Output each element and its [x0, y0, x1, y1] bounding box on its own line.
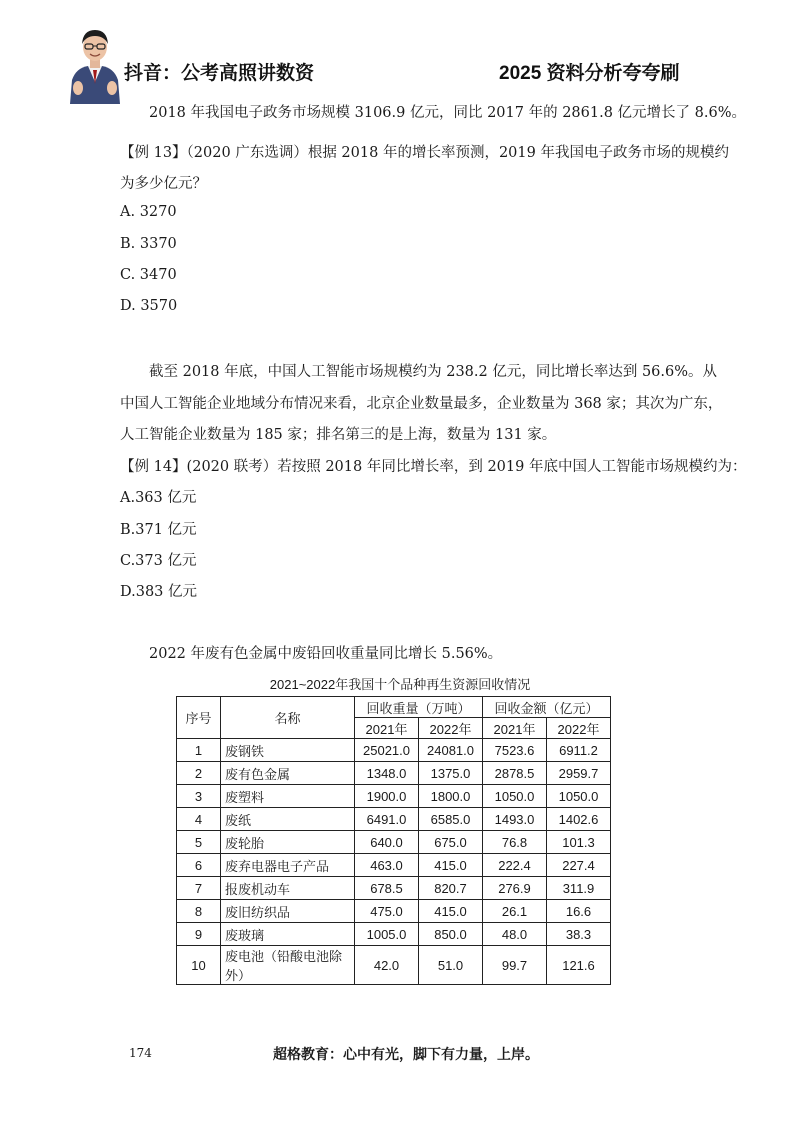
- header-weight-2021: 2021年: [355, 718, 419, 739]
- table-row: [177, 808, 611, 831]
- row-number: 6: [177, 854, 221, 877]
- q14-option-a: A.363 亿元: [120, 490, 197, 506]
- header-name: 名称: [221, 697, 355, 739]
- row-amount-2022: 1050.0: [547, 785, 611, 808]
- passage-ai-line3: 人工智能企业数量为 185 家；排名第三的是上海，数量为 131 家。: [120, 427, 557, 443]
- table-row: [177, 785, 611, 808]
- row-name: 废轮胎: [221, 831, 355, 854]
- question-13-line1: 【例 13】（2020 广东选调）根据 2018 年的增长率预测，2019 年我国电子政务市场的规模约: [120, 145, 729, 161]
- table-row: [177, 900, 611, 923]
- row-weight-2021: 6491.0: [355, 808, 419, 831]
- table-row: [177, 762, 611, 785]
- row-number: 8: [177, 900, 221, 923]
- question-13-line2: 为多少亿元？: [120, 176, 207, 192]
- question-14: 【例 14】(2020 联考）若按照 2018 年同比增长率，到 2019 年底中国人工智能市场规模约为：: [120, 459, 747, 475]
- row-number: 3: [177, 785, 221, 808]
- row-name: 废弃电器电子产品: [221, 854, 355, 877]
- row-weight-2021: 42.0: [355, 946, 419, 985]
- row-number: 9: [177, 923, 221, 946]
- q14-option-c: C.373 亿元: [120, 553, 197, 569]
- row-number: 2: [177, 762, 221, 785]
- row-number: 1: [177, 739, 221, 762]
- q13-option-a: A. 3270: [120, 204, 177, 220]
- table-title: 2021~2022年我国十个品种再生资源回收情况: [269, 677, 531, 692]
- header-weight: 回收重量（万吨）: [355, 697, 483, 718]
- row-number: 5: [177, 831, 221, 854]
- row-weight-2022: 850.0: [419, 923, 483, 946]
- row-weight-2022: 51.0: [419, 946, 483, 985]
- row-amount-2022: 311.9: [547, 877, 611, 900]
- row-amount-2021: 222.4: [483, 854, 547, 877]
- row-name: 报废机动车: [221, 877, 355, 900]
- row-amount-2021: 76.8: [483, 831, 547, 854]
- header-right-title: 2025 资料分析夸夸刷: [499, 63, 680, 84]
- footer-slogan: 超格教育：心中有光，脚下有力量，上岸。: [273, 1046, 539, 1062]
- table-row: [177, 877, 611, 900]
- row-weight-2021: 640.0: [355, 831, 419, 854]
- table-row: [177, 923, 611, 946]
- row-weight-2021: 1900.0: [355, 785, 419, 808]
- q13-option-c: C. 3470: [120, 267, 177, 283]
- header-weight-2022: 2022年: [419, 718, 483, 739]
- header-amount: 回收金额（亿元）: [483, 697, 611, 718]
- row-amount-2021: 48.0: [483, 923, 547, 946]
- row-amount-2022: 16.6: [547, 900, 611, 923]
- table-row: [177, 946, 611, 985]
- presenter-avatar: [66, 22, 124, 104]
- header-amount-2022: 2022年: [547, 718, 611, 739]
- row-weight-2021: 678.5: [355, 877, 419, 900]
- row-weight-2021: 475.0: [355, 900, 419, 923]
- passage-ecommerce: 2018 年我国电子政务市场规模 3106.9 亿元，同比 2017 年的 2861.8 亿元增长了 8.6%。: [149, 105, 746, 121]
- passage-lead: 2022 年废有色金属中废铅回收重量同比增长 5.56%。: [149, 646, 503, 662]
- q14-option-b: B.371 亿元: [120, 522, 197, 538]
- table-header-row: [177, 697, 611, 718]
- row-amount-2021: 99.7: [483, 946, 547, 985]
- table-row: [177, 831, 611, 854]
- table-row: [177, 854, 611, 877]
- header-no: 序号: [177, 697, 221, 739]
- row-weight-2022: 1375.0: [419, 762, 483, 785]
- header-left-title: 抖音：公考高照讲数资: [124, 63, 315, 84]
- q13-option-d: D. 3570: [120, 298, 178, 314]
- row-weight-2021: 1348.0: [355, 762, 419, 785]
- row-number: 10: [177, 946, 221, 985]
- row-weight-2021: 1005.0: [355, 923, 419, 946]
- row-weight-2021: 463.0: [355, 854, 419, 877]
- row-amount-2022: 227.4: [547, 854, 611, 877]
- row-name: 废纸: [221, 808, 355, 831]
- row-weight-2021: 25021.0: [355, 739, 419, 762]
- row-amount-2021: 276.9: [483, 877, 547, 900]
- row-amount-2021: 1050.0: [483, 785, 547, 808]
- row-amount-2021: 1493.0: [483, 808, 547, 831]
- q14-option-d: D.383 亿元: [120, 584, 198, 600]
- row-weight-2022: 675.0: [419, 831, 483, 854]
- row-name: 废有色金属: [221, 762, 355, 785]
- row-amount-2022: 101.3: [547, 831, 611, 854]
- row-amount-2022: 1402.6: [547, 808, 611, 831]
- row-amount-2022: 121.6: [547, 946, 611, 985]
- row-weight-2022: 415.0: [419, 900, 483, 923]
- row-amount-2021: 2878.5: [483, 762, 547, 785]
- row-name: 废塑料: [221, 785, 355, 808]
- header-amount-2021: 2021年: [483, 718, 547, 739]
- row-amount-2022: 38.3: [547, 923, 611, 946]
- row-amount-2022: 2959.7: [547, 762, 611, 785]
- page-number: 174: [129, 1046, 152, 1060]
- row-amount-2022: 6911.2: [547, 739, 611, 762]
- row-weight-2022: 820.7: [419, 877, 483, 900]
- page-header: [0, 0, 800, 110]
- row-number: 7: [177, 877, 221, 900]
- row-name: 废旧纺织品: [221, 900, 355, 923]
- row-name: 废玻璃: [221, 923, 355, 946]
- row-amount-2021: 7523.6: [483, 739, 547, 762]
- passage-ai-line2: 中国人工智能企业地域分布情况来看，北京企业数量最多，企业数量为 368 家；其次为广东，: [120, 396, 723, 412]
- row-weight-2022: 24081.0: [419, 739, 483, 762]
- row-name: 废电池（铅酸电池除外）: [221, 946, 355, 985]
- row-weight-2022: 6585.0: [419, 808, 483, 831]
- recycling-table: [176, 696, 611, 985]
- row-weight-2022: 415.0: [419, 854, 483, 877]
- row-amount-2021: 26.1: [483, 900, 547, 923]
- table-row: [177, 739, 611, 762]
- passage-ai-line1: 截至 2018 年底，中国人工智能市场规模约为 238.2 亿元，同比增长率达到 56.6%。从: [149, 364, 718, 380]
- row-name: 废钢铁: [221, 739, 355, 762]
- q13-option-b: B. 3370: [120, 236, 177, 252]
- row-number: 4: [177, 808, 221, 831]
- row-weight-2022: 1800.0: [419, 785, 483, 808]
